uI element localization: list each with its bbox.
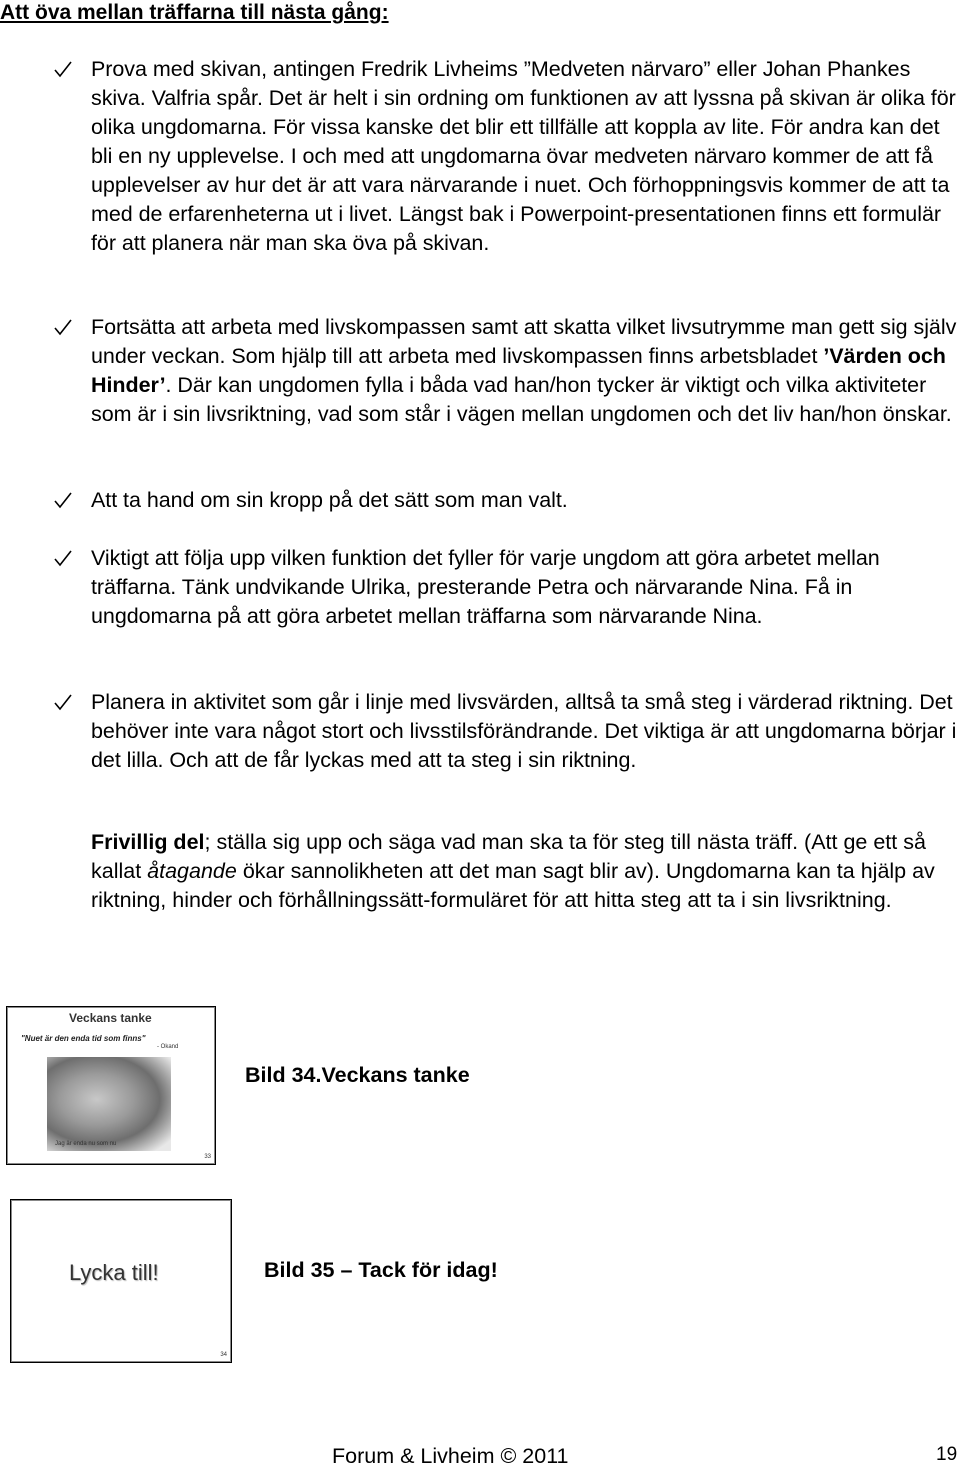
list-item <box>91 544 959 631</box>
list-item-text: Planera in aktivitet som går i linje med livsvärden, alltså ta små steg i värderad riktning. Det behöver inte vara något stort och livsstilsförändrande. Det viktiga är att ungdomarna börjar i det lilla. Och att de får lyckas med att ta steg i sin riktning. <box>91 690 957 772</box>
voluntary-italic-word: åtagande <box>147 859 237 883</box>
slide-number: 33 <box>204 1154 211 1160</box>
checkmark-icon <box>53 318 73 336</box>
checkmark-icon <box>53 60 73 78</box>
voluntary-text-rest: ökar sannolikheten att det man sagt blir av). Ungdomarna kan ta hjälp av riktning, hinder och förhållningssätt-formuläret för att hitta steg att ta i sin livsriktning. <box>91 859 935 912</box>
slide-thumbnail-34 <box>6 1006 216 1165</box>
figure-caption-35: Bild 35 – Tack för idag! <box>264 1258 498 1282</box>
slide-photo-caption: Jag är enda nu som nu <box>55 1141 117 1147</box>
list-item-text: Viktigt att följa upp vilken funktion det fyller för varje ungdom att göra arbetet mellan träffarna. Tänk undvikande Ulrika, presterande Petra och närvarande Nina. Få in ungdomarna på att göra arbetet mellan träffarna som närvarande Nina. <box>91 546 880 628</box>
list-item <box>91 313 959 429</box>
slide-title: Veckans tanke <box>69 1011 152 1025</box>
page-heading: Att öva mellan träffarna till nästa gång: <box>0 1 389 24</box>
page-number: 19 <box>936 1444 958 1465</box>
list-item <box>91 55 959 258</box>
checkmark-icon <box>53 549 73 567</box>
list-item-text: Prova med skivan, antingen Fredrik Livheims ”Medveten närvaro” eller Johan Phankes skiva. Valfria spår. Det är helt i sin ordning om funktionen av att lyssna på skivan är olika för olika ungdomarna. För vissa kanske det blir ett tillfälle att koppla av lite. För andra kan det bli en ny upplevelse. I och med att ungdomarna övar medveten närvaro kommer de att få upplevelser av hur det är att vara närvarande i nuet. Och förhoppningsvis kommer de att ta med de erfarenheterna ut i livet. Längst bak i Powerpoint-presentationen finns ett formulär för att planera när man ska öva på skivan. <box>91 57 956 255</box>
slide-number: 34 <box>220 1352 227 1358</box>
sleeping-cat-photo <box>47 1057 171 1151</box>
voluntary-label: Frivillig del <box>91 830 205 854</box>
slide-title: Lycka till! <box>69 1260 159 1285</box>
list-item <box>91 688 959 775</box>
list-item-text: Fortsätta att arbeta med livskompassen samt att skatta vilket livsutrymme man gett sig själv under veckan. Som hjälp till att arbeta med livskompassen finns arbetsbladet <box>91 315 957 368</box>
footer-copyright: Forum & Livheim © 2011 <box>332 1444 569 1468</box>
worksheet-name: ’Värden och Hinder’ <box>91 344 946 397</box>
checkmark-icon <box>53 491 73 509</box>
slide-quote: "Nuet är den enda tid som finns" <box>21 1034 146 1043</box>
list-item <box>91 486 959 515</box>
slide-quote-author: - Okand <box>157 1044 179 1050</box>
figure-caption-34: Bild 34.Veckans tanke <box>245 1063 470 1087</box>
list-item-text-rest: . Där kan ungdomen fylla i båda vad han/hon tycker är viktigt och vilka aktiviteter som är i sin livsriktning, vad som står i vägen mellan ungdomen och det liv han/hon önskar. <box>91 373 952 426</box>
slide-thumbnail-35 <box>10 1199 232 1363</box>
list-item-text: Att ta hand om sin kropp på det sätt som man valt. <box>91 488 568 512</box>
voluntary-paragraph <box>91 828 959 915</box>
checkmark-icon <box>53 693 73 711</box>
voluntary-text: ; ställa sig upp och säga vad man ska ta för steg till nästa träff. (Att ge ett så kallat <box>91 830 926 883</box>
